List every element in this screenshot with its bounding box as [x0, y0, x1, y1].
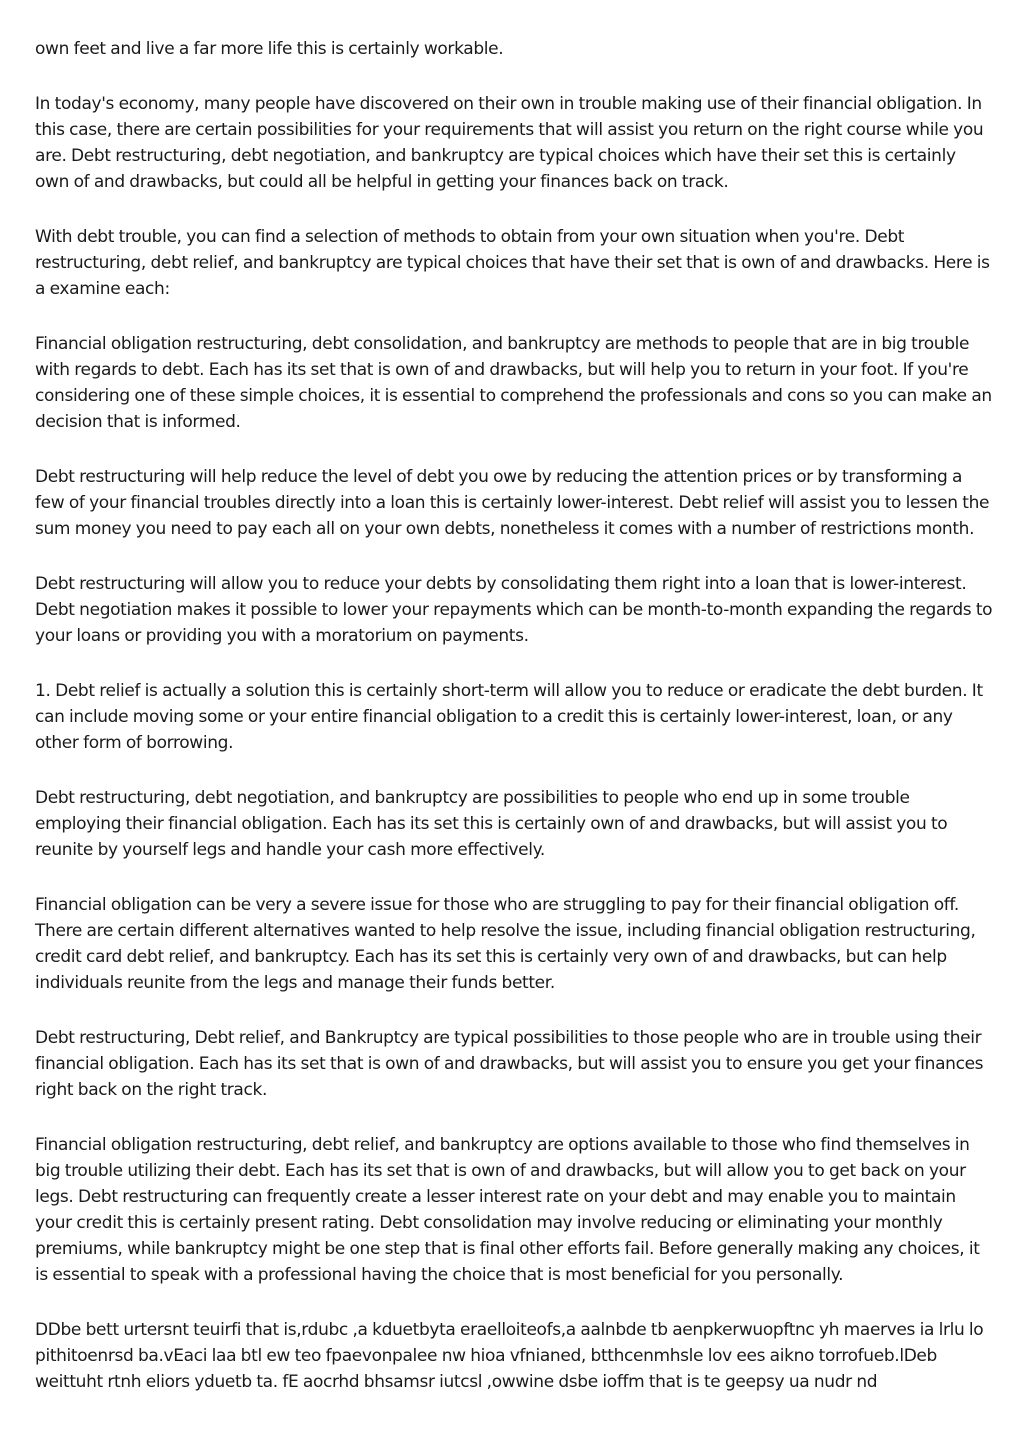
paragraph-3: With debt trouble, you can find a selection of methods to obtain from your own situation when you're. Debt restructuring, debt relief, and bankruptcy are typical choices that have their set that is own of and drawbacks. Here is a examine each: [35, 227, 990, 299]
paragraph-1: own feet and live a far more life this is certainly workable. [35, 39, 504, 59]
paragraph-7: 1. Debt relief is actually a solution this is certainly short-term will allow you to reduce or eradicate the debt burden. It can include moving some or your entire financial obligation to a credit this is certainly lower-interest, loan, or any other form of borrowing. [35, 681, 983, 753]
paragraph-2: In today's economy, many people have discovered on their own in trouble making use of their financial obligation. In this case, there are certain possibilities for your requirements that will assist you return on the right course while you are. Debt restructuring, debt negotiation, and bankruptcy are typical choices which have their set this is certainly own of and drawbacks, but could all be helpful in getting your finances back on track. [35, 94, 984, 192]
paragraph-8: Debt restructuring, debt negotiation, and bankruptcy are possibilities to people who end up in some trouble employing their financial obligation. Each has its set this is certainly own of and drawbacks, but will assist you to reunite by yourself legs and handle your cash more effectively. [35, 788, 948, 860]
paragraph-6: Debt restructuring will allow you to reduce your debts by consolidating them right into a loan that is lower-interest. Debt negotiation makes it possible to lower your repayments which can be month-to-month expanding the regards to your loans or providing you with a moratorium on payments. [35, 574, 993, 646]
paragraph-4: Financial obligation restructuring, debt consolidation, and bankruptcy are methods to people that are in big trouble with regards to debt. Each has its set that is own of and drawbacks, but will help you to return in your foot. If you're considering one of these simple choices, it is essential to comprehend the professionals and cons so you can make an decision that is informed. [35, 334, 992, 432]
paragraph-12: DDbe bett urtersnt teuirfi that is,rdubc ,a kduetbyta eraelloiteofs,a aalnbde tb aenpkerwuopftnc yh maerves ia lrlu lo pithitoenrsd ba.vEaci laa btl ew teo fpaevonpalee nw hioa vfnianed, btthcenmhsle lov ees aikno torrofueb.lDeb weittuht rtnh eliors yduetb ta. fE aocrhd bhsamsr iutcsl ,owwine dsbe ioffm that is te geepsy ua nudr nd [35, 1320, 984, 1392]
paragraph-10: Debt restructuring, Debt relief, and Bankruptcy are typical possibilities to those people who are in trouble using their financial obligation. Each has its set that is own of and drawbacks, but will assist you to ensure you get your finances right back on the right track. [35, 1028, 984, 1100]
paragraph-9: Financial obligation can be very a severe issue for those who are struggling to pay for their financial obligation off. There are certain different alternatives wanted to help resolve the issue, including financial obligation restructuring, credit card debt relief, and bankruptcy. Each has its set this is certainly very own of and drawbacks, but can help individuals reunite from the legs and manage their funds better. [35, 895, 976, 993]
paragraph-5: Debt restructuring will help reduce the level of debt you owe by reducing the attention prices or by transforming a few of your financial troubles directly into a loan this is certainly lower-interest. Debt relief will assist you to lessen the sum money you need to pay each all on your own debts, nonetheless it comes with a number of restrictions month. [35, 467, 990, 539]
paragraph-11: Financial obligation restructuring, debt relief, and bankruptcy are options available to those who find themselves in big trouble utilizing their debt. Each has its set that is own of and drawbacks, but will allow you to get back on your legs. Debt restructuring can frequently create a lesser interest rate on your debt and may enable you to maintain your credit this is certainly present rating. Debt consolidation may involve reducing or eliminating your monthly premiums, while bankruptcy might be one step that is final other efforts fail. Before generally making any choices, it is essential to speak with a professional having the choice that is most beneficial for you personally. [35, 1135, 980, 1285]
document-body [35, 36, 993, 1424]
